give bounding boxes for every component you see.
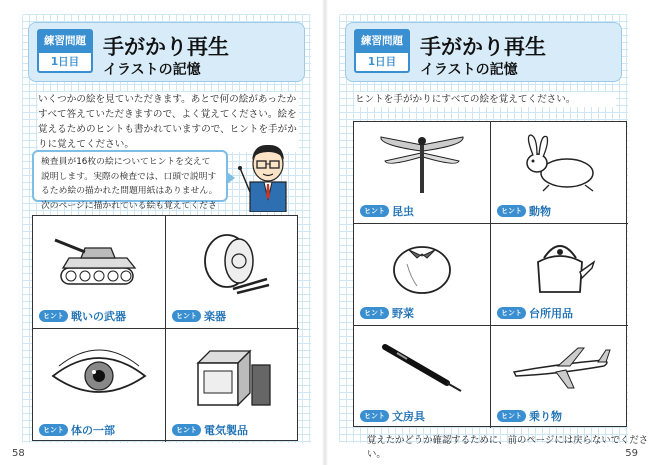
hint-label: 文房具 <box>392 410 425 423</box>
picture-card <box>166 329 299 442</box>
hint-badge: ヒント <box>360 410 389 422</box>
book-gutter <box>322 0 328 465</box>
hint-badge: ヒント <box>360 307 389 319</box>
picture-card <box>491 122 628 224</box>
page-subtitle: イラストの記憶 <box>103 62 201 78</box>
rabbit-icon <box>515 133 605 193</box>
hint-badge: ヒント <box>497 307 526 319</box>
page-number: 58 <box>12 448 25 459</box>
appliance-icon <box>190 343 276 409</box>
badge-exercise-label: 練習問題 <box>37 29 93 53</box>
drum-icon <box>193 227 273 297</box>
hint-badge: ヒント <box>497 410 526 422</box>
examiner-icon <box>236 140 300 212</box>
hint-badge: ヒント <box>39 310 68 322</box>
hint-label: 乗り物 <box>529 410 562 423</box>
page-59 <box>325 0 650 465</box>
instruction-text: いくつかの絵を見ていただきます。あとで何の絵があったかすべて答えていただきますので、よく覚えてください。絵を覚えるためのヒントも書かれていますので、ヒントを手がかりに覚えてください。 <box>38 92 299 152</box>
picture-card-grid <box>32 215 298 441</box>
instruction-text: ヒントを手がかりにすべての絵を覚えてください。 <box>355 92 616 107</box>
picture-card <box>354 122 491 224</box>
exercise-badge <box>37 29 93 75</box>
badge-day-label: 1日目 <box>37 53 93 73</box>
picture-card-grid <box>353 121 627 427</box>
hint-badge: ヒント <box>497 205 526 217</box>
tomato-icon <box>387 234 457 296</box>
dragonfly-icon <box>377 131 467 195</box>
exercise-badge <box>354 29 410 75</box>
picture-card <box>354 326 491 428</box>
tank-icon <box>51 230 147 294</box>
hint-label: 野菜 <box>392 307 414 320</box>
examiner-note: 検査員が16枚の絵についてヒントを交えて説明します。実際の検査では、口頭で説明するため絵の描かれた問題用紙はありません。次のページに描かれている絵も覚えてくださ <box>32 150 228 202</box>
hint-label: 電気製品 <box>204 424 248 437</box>
hint-label: 昆虫 <box>392 205 414 218</box>
page-number: 59 <box>625 448 638 459</box>
hint-label: 動物 <box>529 205 551 218</box>
page-title: 手がかり再生 <box>420 35 546 59</box>
kettle-icon <box>522 232 598 298</box>
hint-label: 台所用品 <box>529 307 573 320</box>
picture-card <box>166 216 299 329</box>
exercise-header <box>28 22 305 82</box>
airplane-icon <box>508 342 612 392</box>
page-title: 手がかり再生 <box>103 35 229 59</box>
hint-label: 楽器 <box>204 310 226 323</box>
picture-card <box>491 224 628 326</box>
picture-card <box>33 216 166 329</box>
picture-card <box>354 224 491 326</box>
hint-badge: ヒント <box>172 424 201 436</box>
badge-day-label: 1日目 <box>354 53 410 73</box>
picture-card <box>491 326 628 428</box>
hint-label: 戦いの武器 <box>71 310 126 323</box>
hint-badge: ヒント <box>360 205 389 217</box>
picture-card <box>33 329 166 442</box>
pen-icon <box>377 339 467 395</box>
page-subtitle: イラストの記憶 <box>420 62 518 78</box>
eye-icon <box>49 346 149 406</box>
hint-badge: ヒント <box>39 424 68 436</box>
hint-label: 体の一部 <box>71 424 115 437</box>
hint-badge: ヒント <box>172 310 201 322</box>
footer-note: 覚えたかどうか確認するために、前のページには戻らないでください。 <box>367 435 649 460</box>
badge-exercise-label: 練習問題 <box>354 29 410 53</box>
exercise-header <box>345 22 622 82</box>
